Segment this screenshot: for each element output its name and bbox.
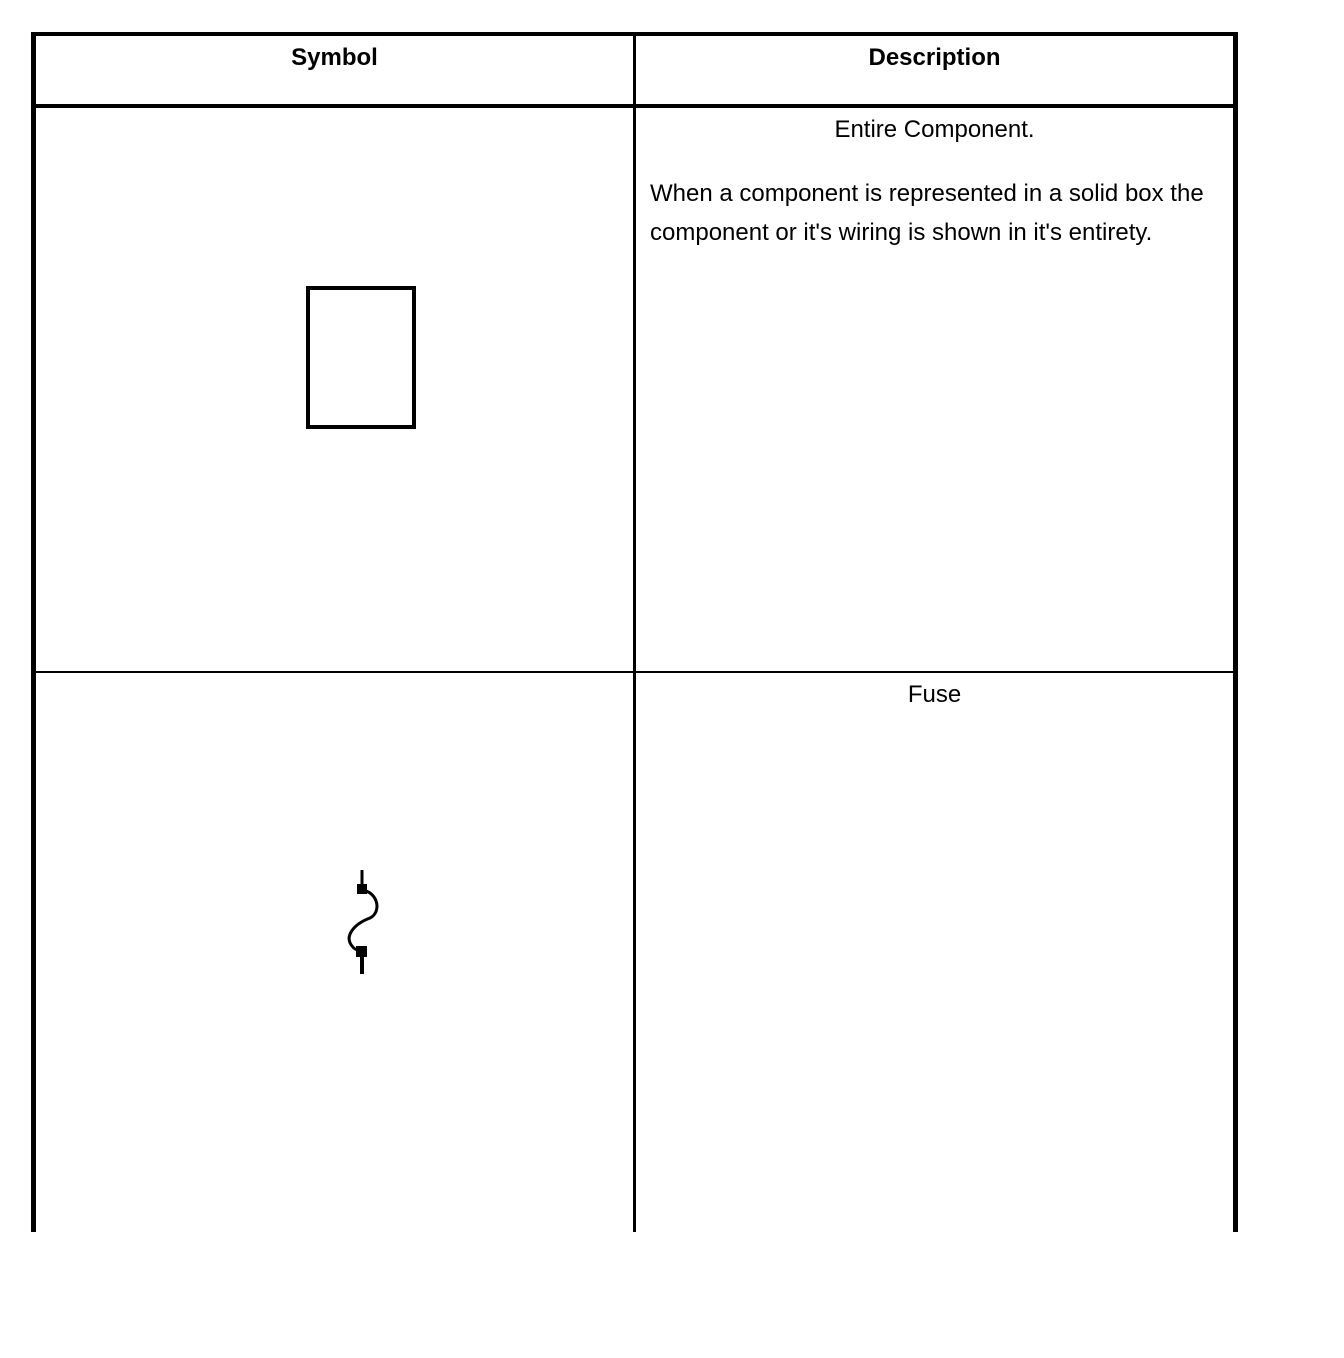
column-header-symbol: Symbol [291, 44, 378, 71]
table-border-left [31, 32, 36, 1232]
fuse-icon [330, 866, 390, 978]
row-title-fuse: Fuse [907, 681, 962, 708]
column-divider [633, 32, 636, 1232]
solid-box-icon [306, 286, 416, 429]
row-title-entire-component: Entire Component. [834, 116, 1035, 143]
row-description-entire-component: When a component is represented in a solid box the component or it's wiring is shown in it's entirety. [650, 180, 1204, 246]
column-header-description: Description [868, 44, 1001, 71]
table-border-right [1233, 32, 1238, 1232]
